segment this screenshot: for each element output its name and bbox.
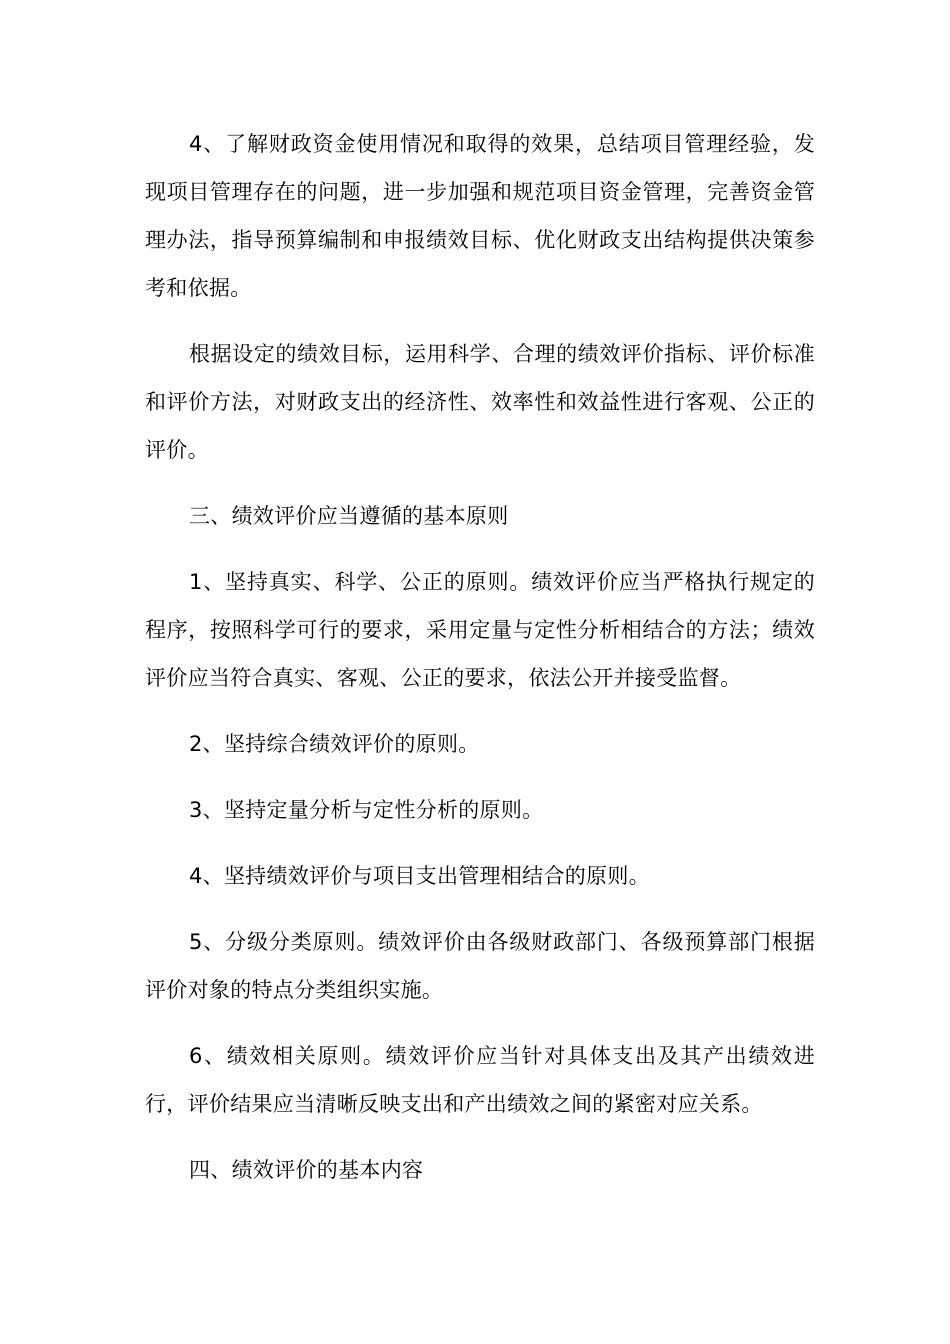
section-heading-principles: 三、绩效评价应当遵循的基本原则	[189, 504, 509, 528]
paragraph-principle-2: 2、坚持综合绩效评价的原则。	[189, 732, 480, 756]
paragraph-evaluation-definition: 根据设定的绩效目标，运用科学、合理的绩效评价指标、评价标准和评价方法，对财政支出的经济性、效率性和效益性进行客观、公正的评价。	[145, 342, 815, 462]
section-heading-content: 四、绩效评价的基本内容	[189, 1158, 424, 1182]
document-body	[145, 120, 815, 1212]
paragraph-principle-1: 1、坚持真实、科学、公正的原则。绩效评价应当严格执行规定的程序，按照科学可行的要求，采用定量与定性分析相结合的方法；绩效评价应当符合真实、客观、公正的要求，依法公开并接受监督。	[145, 570, 815, 690]
paragraph-purpose-4: 4、了解财政资金使用情况和取得的效果，总结项目管理经验，发现项目管理存在的问题，进一步加强和规范项目资金管理，完善资金管理办法，指导预算编制和申报绩效目标、优化财政支出结构提供决策参考和依据。	[145, 132, 815, 300]
paragraph-principle-3: 3、坚持定量分析与定性分析的原则。	[189, 798, 544, 822]
paragraph-principle-5: 5、分级分类原则。绩效评价由各级财政部门、各级预算部门根据评价对象的特点分类组织实施。	[145, 930, 815, 1002]
paragraph-principle-4: 4、坚持绩效评价与项目支出管理相结合的原则。	[189, 864, 650, 888]
paragraph-principle-6: 6、绩效相关原则。绩效评价应当针对具体支出及其产出绩效进行，评价结果应当清晰反映支出和产出绩效之间的紧密对应关系。	[145, 1044, 815, 1116]
